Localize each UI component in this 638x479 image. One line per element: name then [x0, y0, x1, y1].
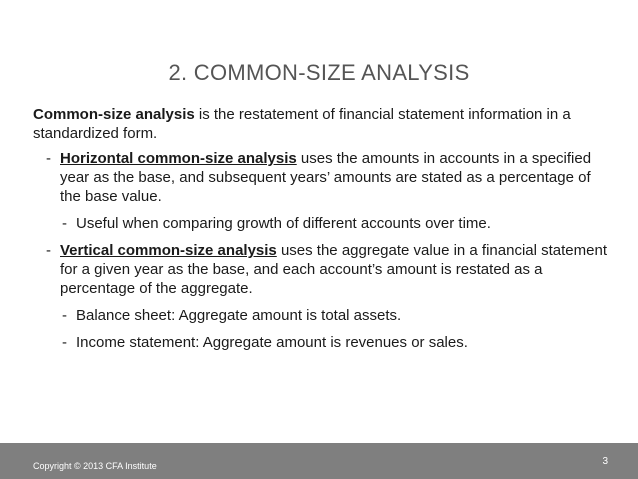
intro-term: Common-size analysis: [33, 106, 195, 123]
sub-bullet-text: Balance sheet: Aggregate amount is total assets.: [76, 307, 402, 324]
footer-bar: [0, 443, 638, 479]
bullet-term: Horizontal common-size analysis: [60, 150, 297, 167]
bullet-dash: -: [62, 334, 67, 351]
bullet-text: uses the amounts in accounts in a specified year as the base, and subsequent years’ amounts are stated as a percentage of the base value.: [60, 150, 592, 205]
sub-bullet-text: Income statement: Aggregate amount is revenues or sales.: [76, 334, 468, 351]
bullet-dash: -: [46, 150, 51, 167]
copyright-text: Copyright © 2013 CFA Institute: [33, 461, 157, 471]
sub-bullet: [33, 333, 613, 352]
intro-text: is the restatement of financial statement information in a standardized form.: [33, 106, 571, 142]
sub-bullet-text: Useful when comparing growth of different accounts over time.: [76, 215, 491, 232]
bullet-horizontal: [33, 149, 613, 206]
slide-content: [33, 105, 613, 360]
page-number: 3: [602, 456, 608, 467]
bullet-text: uses the aggregate value in a financial statement for a given year as the base, and each account’s amount is restated as a percentage of the aggregate.: [60, 242, 607, 297]
sub-bullet: [33, 306, 613, 325]
bullet-term: Vertical common-size analysis: [60, 242, 277, 259]
bullet-dash: -: [46, 242, 51, 259]
slide-title: 2. COMMON-SIZE ANALYSIS: [168, 60, 470, 85]
bullet-vertical: [33, 241, 613, 298]
sub-bullet: [33, 214, 613, 233]
bullet-dash: -: [62, 215, 67, 232]
bullet-dash: -: [62, 307, 67, 324]
intro-paragraph: [33, 105, 613, 143]
